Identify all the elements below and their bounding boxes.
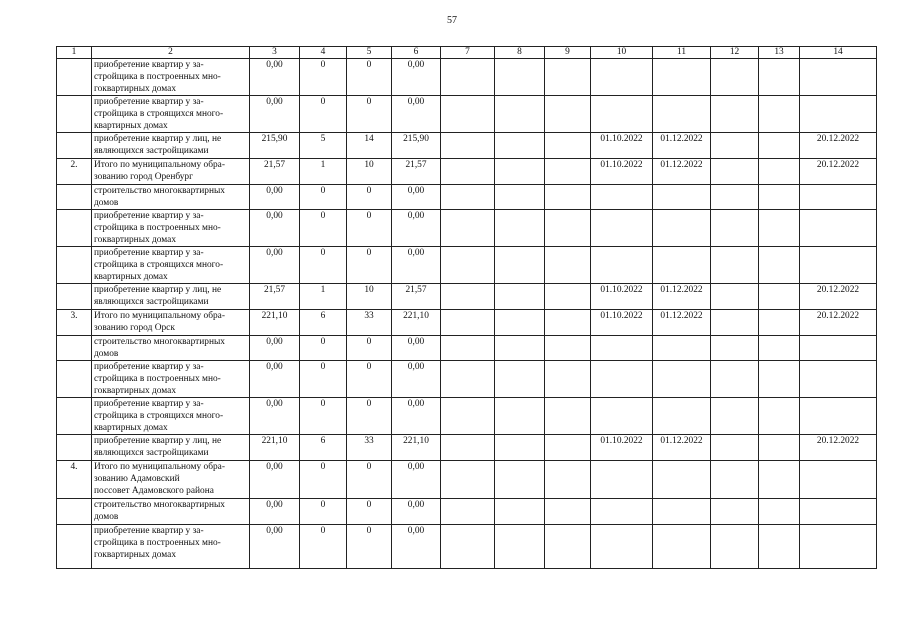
col6-cell: 221,10 [392, 310, 441, 336]
col12-cell [711, 310, 759, 336]
col4-cell: 6 [300, 310, 347, 336]
col9-cell [545, 499, 591, 525]
col4-cell: 0 [300, 336, 347, 361]
col4-cell: 0 [300, 499, 347, 525]
col7-cell [441, 185, 495, 210]
col11-date-cell [653, 361, 711, 398]
col8-cell [495, 210, 545, 247]
col10-date-cell [591, 59, 653, 96]
col13-cell [759, 59, 800, 96]
col7-cell [441, 159, 495, 185]
col4-cell: 1 [300, 284, 347, 310]
col9-cell [545, 59, 591, 96]
col5-cell: 0 [347, 185, 392, 210]
description-cell: приобретение квартир у за- стройщика в строящихся много- квартирных домах [92, 247, 250, 284]
col12-cell [711, 336, 759, 361]
col13-cell [759, 159, 800, 185]
col10-date-cell [591, 336, 653, 361]
col8-cell [495, 96, 545, 133]
col5-cell: 0 [347, 525, 392, 569]
col8-cell [495, 310, 545, 336]
col7-cell [441, 247, 495, 284]
col7-cell [441, 210, 495, 247]
col9-cell [545, 133, 591, 159]
col13-cell [759, 133, 800, 159]
table-row [57, 398, 877, 435]
col13-cell [759, 96, 800, 133]
col7-cell [441, 461, 495, 499]
col10-date-cell [591, 210, 653, 247]
col12-cell [711, 59, 759, 96]
table-row [57, 336, 877, 361]
col11-date-cell [653, 525, 711, 569]
col3-cell: 0,00 [250, 185, 300, 210]
col11-date-cell [653, 336, 711, 361]
col14-date-cell [800, 499, 877, 525]
col6-cell: 0,00 [392, 525, 441, 569]
col3-cell: 0,00 [250, 361, 300, 398]
col6-cell: 221,10 [392, 435, 441, 461]
table-row [57, 159, 877, 185]
col8-cell [495, 59, 545, 96]
col8-cell [495, 159, 545, 185]
col4-cell: 5 [300, 133, 347, 159]
description-cell: приобретение квартир у за- стройщика в построенных мно- гоквартирных домах [92, 361, 250, 398]
col3-cell: 0,00 [250, 336, 300, 361]
row-number-cell [57, 284, 92, 310]
col14-date-cell [800, 59, 877, 96]
description-cell: приобретение квартир у за- стройщика в построенных мно- гоквартирных домах [92, 59, 250, 96]
col3-cell: 21,57 [250, 284, 300, 310]
column-header: 11 [653, 47, 711, 59]
col5-cell: 0 [347, 398, 392, 435]
col3-cell: 0,00 [250, 398, 300, 435]
col14-date-cell [800, 96, 877, 133]
col8-cell [495, 247, 545, 284]
col8-cell [495, 361, 545, 398]
col11-date-cell [653, 96, 711, 133]
col7-cell [441, 525, 495, 569]
col8-cell [495, 284, 545, 310]
row-number-cell [57, 210, 92, 247]
col9-cell [545, 361, 591, 398]
col7-cell [441, 361, 495, 398]
col3-cell: 0,00 [250, 96, 300, 133]
col5-cell: 0 [347, 210, 392, 247]
col10-date-cell [591, 525, 653, 569]
col11-date-cell [653, 185, 711, 210]
description-cell: приобретение квартир у за- стройщика в построенных мно- гоквартирных домах [92, 210, 250, 247]
col9-cell [545, 159, 591, 185]
col12-cell [711, 210, 759, 247]
col11-date-cell [653, 461, 711, 499]
table-row [57, 96, 877, 133]
col9-cell [545, 310, 591, 336]
col9-cell [545, 525, 591, 569]
col9-cell [545, 398, 591, 435]
col5-cell: 0 [347, 96, 392, 133]
description-cell: Итого по муниципальному обра- зованию город Оренбург [92, 159, 250, 185]
col6-cell: 0,00 [392, 461, 441, 499]
col13-cell [759, 247, 800, 284]
table-row [57, 59, 877, 96]
col6-cell: 0,00 [392, 247, 441, 284]
col6-cell: 21,57 [392, 159, 441, 185]
row-number-cell [57, 525, 92, 569]
col14-date-cell [800, 398, 877, 435]
row-number-cell [57, 398, 92, 435]
col10-date-cell [591, 96, 653, 133]
col10-date-cell: 01.10.2022 [591, 284, 653, 310]
col3-cell: 0,00 [250, 210, 300, 247]
col5-cell: 0 [347, 361, 392, 398]
col7-cell [441, 336, 495, 361]
table-row [57, 284, 877, 310]
col11-date-cell: 01.12.2022 [653, 159, 711, 185]
description-cell: Итого по муниципальному обра- зованию Адамовский поссовет Адамовского района [92, 461, 250, 499]
col11-date-cell [653, 499, 711, 525]
col6-cell: 21,57 [392, 284, 441, 310]
col5-cell: 14 [347, 133, 392, 159]
col5-cell: 33 [347, 435, 392, 461]
col10-date-cell [591, 185, 653, 210]
col10-date-cell: 01.10.2022 [591, 435, 653, 461]
table-row [57, 461, 877, 499]
table-body [57, 59, 877, 569]
col11-date-cell [653, 247, 711, 284]
col11-date-cell: 01.12.2022 [653, 310, 711, 336]
col13-cell [759, 398, 800, 435]
col14-date-cell [800, 361, 877, 398]
col13-cell [759, 361, 800, 398]
column-header: 12 [711, 47, 759, 59]
col10-date-cell: 01.10.2022 [591, 133, 653, 159]
col12-cell [711, 398, 759, 435]
col9-cell [545, 96, 591, 133]
col4-cell: 0 [300, 525, 347, 569]
col9-cell [545, 336, 591, 361]
col3-cell: 0,00 [250, 499, 300, 525]
col13-cell [759, 284, 800, 310]
col6-cell: 0,00 [392, 185, 441, 210]
row-number-cell: 2. [57, 159, 92, 185]
column-header: 4 [300, 47, 347, 59]
col6-cell: 0,00 [392, 210, 441, 247]
column-header: 6 [392, 47, 441, 59]
col11-date-cell [653, 59, 711, 96]
col9-cell [545, 210, 591, 247]
col5-cell: 0 [347, 336, 392, 361]
description-cell: приобретение квартир у за- стройщика в строящихся много- квартирных домах [92, 398, 250, 435]
col8-cell [495, 435, 545, 461]
col14-date-cell [800, 185, 877, 210]
data-table [56, 46, 877, 569]
description-cell: приобретение квартир у лиц, не являющихся застройщиками [92, 133, 250, 159]
col8-cell [495, 398, 545, 435]
col5-cell: 0 [347, 247, 392, 284]
col14-date-cell [800, 247, 877, 284]
row-number-cell [57, 59, 92, 96]
col5-cell: 0 [347, 461, 392, 499]
col6-cell: 0,00 [392, 96, 441, 133]
col3-cell: 221,10 [250, 310, 300, 336]
table-row [57, 185, 877, 210]
table-row [57, 310, 877, 336]
col8-cell [495, 525, 545, 569]
col4-cell: 0 [300, 361, 347, 398]
col5-cell: 0 [347, 59, 392, 96]
col12-cell [711, 361, 759, 398]
col14-date-cell: 20.12.2022 [800, 284, 877, 310]
col6-cell: 0,00 [392, 398, 441, 435]
table-row [57, 361, 877, 398]
column-header: 7 [441, 47, 495, 59]
col14-date-cell [800, 210, 877, 247]
col6-cell: 0,00 [392, 59, 441, 96]
col11-date-cell [653, 210, 711, 247]
col4-cell: 0 [300, 210, 347, 247]
col4-cell: 0 [300, 247, 347, 284]
col14-date-cell: 20.12.2022 [800, 310, 877, 336]
col4-cell: 0 [300, 96, 347, 133]
row-number-cell: 3. [57, 310, 92, 336]
row-number-cell: 4. [57, 461, 92, 499]
col10-date-cell [591, 398, 653, 435]
col9-cell [545, 435, 591, 461]
col6-cell: 215,90 [392, 133, 441, 159]
row-number-cell [57, 336, 92, 361]
col6-cell: 0,00 [392, 499, 441, 525]
row-number-cell [57, 96, 92, 133]
col14-date-cell [800, 525, 877, 569]
col12-cell [711, 499, 759, 525]
col5-cell: 33 [347, 310, 392, 336]
col10-date-cell [591, 499, 653, 525]
row-number-cell [57, 133, 92, 159]
col13-cell [759, 310, 800, 336]
col5-cell: 10 [347, 284, 392, 310]
col9-cell [545, 185, 591, 210]
col7-cell [441, 499, 495, 525]
col4-cell: 0 [300, 398, 347, 435]
col13-cell [759, 461, 800, 499]
col13-cell [759, 210, 800, 247]
col12-cell [711, 96, 759, 133]
col13-cell [759, 185, 800, 210]
col11-date-cell [653, 398, 711, 435]
col13-cell [759, 435, 800, 461]
col14-date-cell: 20.12.2022 [800, 435, 877, 461]
col14-date-cell [800, 336, 877, 361]
col4-cell: 6 [300, 435, 347, 461]
table-row [57, 133, 877, 159]
col4-cell: 0 [300, 185, 347, 210]
col4-cell: 0 [300, 461, 347, 499]
description-cell: строительство многоквартирных домов [92, 336, 250, 361]
row-number-cell [57, 499, 92, 525]
col10-date-cell: 01.10.2022 [591, 310, 653, 336]
col10-date-cell [591, 361, 653, 398]
col12-cell [711, 284, 759, 310]
col7-cell [441, 96, 495, 133]
col12-cell [711, 185, 759, 210]
column-header: 8 [495, 47, 545, 59]
col3-cell: 0,00 [250, 525, 300, 569]
col10-date-cell [591, 247, 653, 284]
column-header: 9 [545, 47, 591, 59]
table-row [57, 435, 877, 461]
col11-date-cell: 01.12.2022 [653, 133, 711, 159]
table-row [57, 499, 877, 525]
col14-date-cell [800, 461, 877, 499]
column-header: 2 [92, 47, 250, 59]
col6-cell: 0,00 [392, 361, 441, 398]
col13-cell [759, 499, 800, 525]
col3-cell: 0,00 [250, 247, 300, 284]
row-number-cell [57, 247, 92, 284]
col12-cell [711, 435, 759, 461]
col11-date-cell: 01.12.2022 [653, 435, 711, 461]
col13-cell [759, 336, 800, 361]
description-cell: Итого по муниципальному обра- зованию город Орск [92, 310, 250, 336]
col9-cell [545, 461, 591, 499]
table-row [57, 247, 877, 284]
col11-date-cell: 01.12.2022 [653, 284, 711, 310]
col7-cell [441, 284, 495, 310]
col12-cell [711, 247, 759, 284]
col4-cell: 0 [300, 59, 347, 96]
col10-date-cell [591, 461, 653, 499]
col7-cell [441, 435, 495, 461]
col7-cell [441, 59, 495, 96]
column-header: 14 [800, 47, 877, 59]
col6-cell: 0,00 [392, 336, 441, 361]
description-cell: строительство многоквартирных домов [92, 185, 250, 210]
description-cell: строительство многоквартирных домов [92, 499, 250, 525]
row-number-cell [57, 435, 92, 461]
table-row [57, 210, 877, 247]
col14-date-cell: 20.12.2022 [800, 133, 877, 159]
col3-cell: 215,90 [250, 133, 300, 159]
table-row [57, 525, 877, 569]
row-number-cell [57, 361, 92, 398]
col12-cell [711, 133, 759, 159]
col7-cell [441, 310, 495, 336]
column-header: 13 [759, 47, 800, 59]
col13-cell [759, 525, 800, 569]
row-number-cell [57, 185, 92, 210]
description-cell: приобретение квартир у лиц, не являющихся застройщиками [92, 284, 250, 310]
description-cell: приобретение квартир у за- стройщика в построенных мно- гоквартирных домах [92, 525, 250, 569]
col7-cell [441, 398, 495, 435]
col8-cell [495, 185, 545, 210]
column-header: 1 [57, 47, 92, 59]
col14-date-cell: 20.12.2022 [800, 159, 877, 185]
col7-cell [441, 133, 495, 159]
col12-cell [711, 461, 759, 499]
col3-cell: 0,00 [250, 461, 300, 499]
col3-cell: 21,57 [250, 159, 300, 185]
col3-cell: 0,00 [250, 59, 300, 96]
description-cell: приобретение квартир у лиц, не являющихся застройщиками [92, 435, 250, 461]
col4-cell: 1 [300, 159, 347, 185]
col3-cell: 221,10 [250, 435, 300, 461]
col10-date-cell: 01.10.2022 [591, 159, 653, 185]
column-header: 5 [347, 47, 392, 59]
column-header: 10 [591, 47, 653, 59]
col8-cell [495, 133, 545, 159]
col8-cell [495, 336, 545, 361]
col8-cell [495, 499, 545, 525]
col9-cell [545, 247, 591, 284]
page-number: 57 [447, 15, 457, 26]
col5-cell: 0 [347, 499, 392, 525]
column-header: 3 [250, 47, 300, 59]
header-row [57, 47, 877, 59]
col12-cell [711, 159, 759, 185]
col5-cell: 10 [347, 159, 392, 185]
col8-cell [495, 461, 545, 499]
col9-cell [545, 284, 591, 310]
description-cell: приобретение квартир у за- стройщика в строящихся много- квартирных домах [92, 96, 250, 133]
col12-cell [711, 525, 759, 569]
